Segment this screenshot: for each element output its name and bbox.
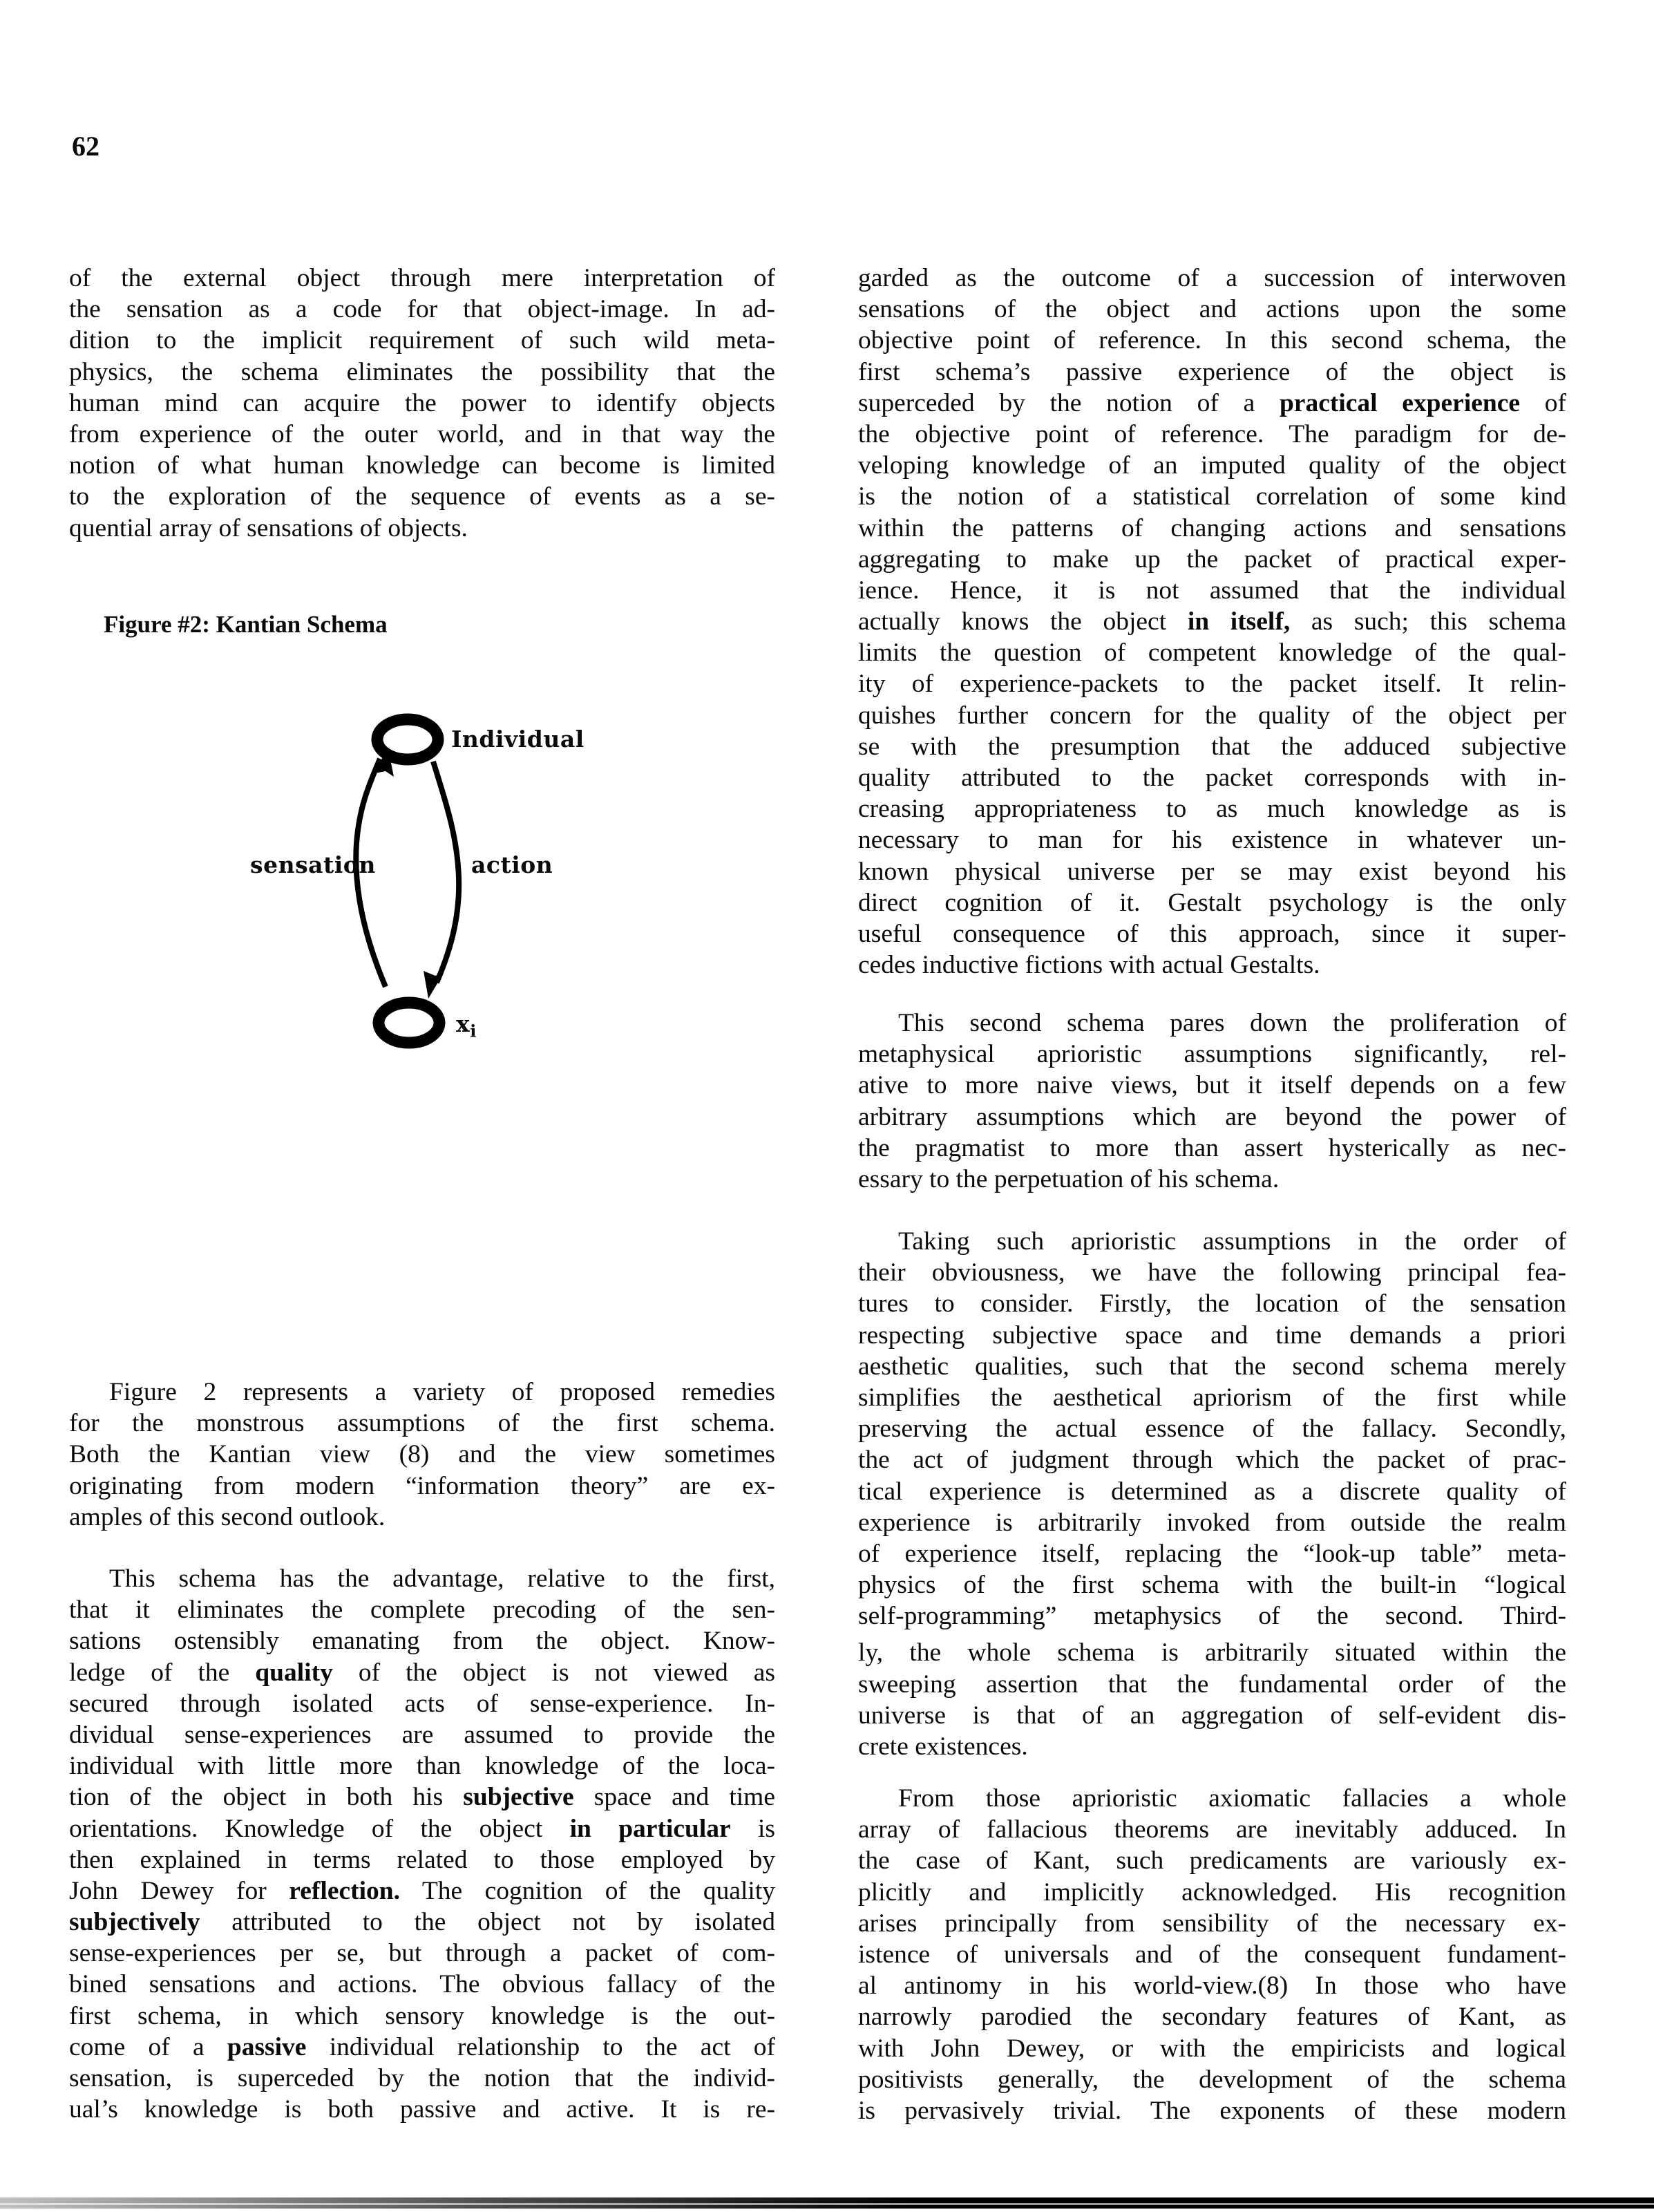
emphasis-in-particular: in particular — [569, 1814, 731, 1843]
text-run: tion of the object in both his — [69, 1783, 464, 1812]
text-line: then explained in terms related to those employed by — [69, 1845, 775, 1874]
text-line: sweeping assertion that the fundamental order of the — [858, 1670, 1566, 1699]
text-run: of — [1520, 388, 1566, 417]
left-paragraph-figure2 — [69, 1377, 775, 1533]
action-arrow-icon — [433, 762, 459, 983]
text-run: The cognition of the quality — [400, 1876, 775, 1905]
text-line: arbitrary assumptions which are beyond the power of — [858, 1102, 1566, 1131]
text-run: orientations. Knowledge of the object — [69, 1814, 570, 1843]
page-number: 62 — [72, 131, 99, 162]
text-line: necessary to man for his existence in whatever un- — [858, 826, 1566, 855]
text-line — [69, 1907, 775, 1938]
text-line: first schema, in which sensory knowledge is the out- — [69, 2001, 775, 2030]
sensation-label: sensation — [250, 851, 376, 878]
right-paragraph-second-schema — [858, 1008, 1566, 1195]
text-line: from experience of the outer world, and in that way the — [69, 419, 775, 448]
object-x: x — [456, 1010, 470, 1037]
text-line: that it eliminates the complete precoding of the sen- — [69, 1596, 775, 1625]
emphasis-passive: passive — [227, 2032, 307, 2061]
text-line: veloping knowledge of an imputed quality of the object — [858, 451, 1566, 480]
emphasis-practical-experience: practical experience — [1279, 388, 1521, 417]
text-line: metaphysical aprioristic assumptions significantly, rel- — [858, 1040, 1566, 1069]
text-line — [69, 1875, 775, 1907]
text-line: known physical universe per se may exist beyond his — [858, 857, 1566, 886]
text-line: sense-experiences per se, but through a packet of com- — [69, 1939, 775, 1968]
text-line: From those aprioristic axiomatic fallacies a whole — [898, 1784, 1566, 1813]
text-line: preserving the actual essence of the fallacy. Secondly, — [858, 1415, 1566, 1444]
text-line: respecting subjective space and time demands a priori — [858, 1321, 1566, 1350]
cycle-diagram-graphic — [235, 705, 649, 1258]
text-line: human mind can acquire the power to identify objects — [69, 388, 775, 417]
text-line: simplifies the aesthetical apriorism of the first while — [858, 1383, 1566, 1412]
text-line: sensation, is superceded by the notion that the individ- — [69, 2064, 775, 2092]
emphasis-reflection: reflection. — [289, 1876, 400, 1905]
text-line: the objective point of reference. The paradigm for de- — [858, 419, 1566, 448]
text-line: ual’s knowledge is both passive and active. It is re- — [69, 2095, 775, 2124]
text-line: physics, the schema eliminates the possibility that the — [69, 357, 775, 386]
text-line: useful consequence of this approach, since it super- — [858, 919, 1566, 948]
text-run: actually knows the object — [858, 607, 1188, 636]
scan-edge-artifact-highlight — [0, 2203, 1654, 2205]
kantian-schema-diagram — [235, 705, 649, 1258]
text-line: is the notion of a statistical correlation of some kind — [858, 482, 1566, 511]
text-line: the case of Kant, such predicaments are variously ex- — [858, 1846, 1566, 1875]
text-line: cedes inductive fictions with actual Gestalts. — [858, 951, 1320, 980]
text-line: dition to the implicit requirement of such wild meta- — [69, 326, 775, 355]
text-line: for the monstrous assumptions of the first schema. — [69, 1409, 775, 1438]
text-line: This second schema pares down the proliferation of — [898, 1009, 1566, 1037]
text-line: objective point of reference. In this second schema, the — [858, 326, 1566, 355]
individual-label: Individual — [451, 726, 584, 753]
text-line: the act of judgment through which the packet of prac- — [858, 1446, 1566, 1475]
text-line: first schema’s passive experience of the object is — [858, 357, 1566, 386]
text-run: individual relationship to the act of — [306, 2032, 775, 2061]
text-line: narrowly parodied the secondary features of Kant, as — [858, 2003, 1566, 2032]
text-line: essary to the perpetuation of his schema. — [858, 1164, 1280, 1193]
text-line: with John Dewey, or with the empiricists and logical — [858, 2034, 1566, 2063]
text-line: physics of the first schema with the built-in “logical — [858, 1571, 1566, 1600]
text-line: Taking such aprioristic assumptions in the order of — [898, 1227, 1566, 1256]
text-line: to the exploration of the sequence of events as a se- — [69, 482, 775, 511]
emphasis-quality: quality — [255, 1658, 333, 1687]
text-line: aesthetic qualities, such that the second schema merely — [858, 1352, 1566, 1381]
text-run: of the object is not viewed as — [332, 1658, 775, 1687]
text-line: the pragmatist to more than assert hysterically as nec- — [858, 1133, 1566, 1162]
object-xi-label — [456, 1010, 477, 1041]
right-paragraph-continued — [858, 263, 1566, 981]
text-line: within the patterns of changing actions and sensations — [858, 513, 1566, 542]
text-line — [858, 388, 1566, 419]
text-line — [69, 1781, 775, 1813]
text-run: come of a — [69, 2032, 227, 2061]
text-line: secured through isolated acts of sense-experience. In- — [69, 1689, 775, 1718]
text-line: crete existences. — [858, 1732, 1028, 1761]
text-line: ience. Hence, it is not assumed that the individual — [858, 576, 1566, 605]
text-line — [69, 1813, 775, 1844]
text-run: is — [730, 1814, 776, 1843]
text-line: ly, the whole schema is arbitrarily situated within the — [858, 1638, 1566, 1667]
text-line: their obviousness, we have the following principal fea- — [858, 1258, 1566, 1287]
text-line: garded as the outcome of a succession of interwoven — [858, 264, 1566, 292]
object-subscript: i — [470, 1021, 477, 1041]
text-line: universe is that of an aggregation of self-evident dis- — [858, 1701, 1566, 1730]
text-line: tical experience is determined as a discrete quality of — [858, 1477, 1566, 1506]
action-label: action — [471, 851, 553, 878]
text-line: individual with little more than knowledge of the loca- — [69, 1752, 775, 1781]
text-line — [69, 1657, 775, 1688]
text-line: tures to consider. Firstly, the location of the sensation — [858, 1289, 1566, 1318]
text-line: aggregating to make up the packet of practical exper- — [858, 545, 1566, 574]
text-line: ity of experience-packets to the packet itself. It relin- — [858, 670, 1566, 699]
text-line: array of fallacious theorems are inevitably adduced. In — [858, 1815, 1566, 1844]
text-line: quishes further concern for the quality of the object per — [858, 701, 1566, 730]
text-line: notion of what human knowledge can become is limited — [69, 451, 775, 480]
text-line — [858, 606, 1566, 637]
text-line: direct cognition of it. Gestalt psychology is the only — [858, 888, 1566, 917]
text-line: creasing appropriateness to as much knowledge as is — [858, 795, 1566, 824]
emphasis-subjectively: subjectively — [69, 1908, 200, 1937]
text-line: limits the question of competent knowledge of the qual- — [858, 639, 1566, 668]
text-line: is pervasively trivial. The exponents of these modern — [858, 2096, 1566, 2125]
text-line: bined sensations and actions. The obvious fallacy of the — [69, 1970, 775, 1999]
text-run: space and time — [573, 1783, 775, 1812]
text-line: dividual sense-experiences are assumed to provide the — [69, 1720, 775, 1749]
text-line: of experience itself, replacing the “look-up table” meta- — [858, 1539, 1566, 1568]
text-line: This schema has the advantage, relative to the first, — [109, 1565, 775, 1593]
text-line: sensations of the object and actions upon the some — [858, 295, 1566, 324]
text-line: positivists generally, the development of the schema — [858, 2065, 1566, 2094]
text-line: ative to more naive views, but it itself depends on a few — [858, 1071, 1566, 1100]
text-run: superceded by the notion of a — [858, 388, 1280, 417]
text-line: originating from modern “information theory” are ex- — [69, 1471, 775, 1500]
left-paragraph-advantage — [69, 1563, 775, 2125]
text-line: the sensation as a code for that object-image. In ad- — [69, 295, 775, 324]
right-paragraph-fallacies — [858, 1783, 1566, 2126]
text-line: experience is arbitrarily invoked from outside the realm — [858, 1508, 1566, 1537]
text-line: istence of universals and of the consequent fundament- — [858, 1940, 1566, 1969]
text-line: quential array of sensations of objects. — [69, 513, 468, 542]
text-line — [69, 2032, 775, 2063]
figure-caption: Figure #2: Kantian Schema — [104, 611, 388, 638]
text-run: John Dewey for — [69, 1876, 289, 1905]
text-run: ledge of the — [69, 1658, 256, 1687]
text-line: amples of this second outlook. — [69, 1502, 386, 1531]
emphasis-in-itself: in itself, — [1187, 607, 1291, 636]
text-line: Both the Kantian view (8) and the view sometimes — [69, 1440, 775, 1469]
object-node-icon — [379, 1003, 439, 1043]
right-paragraph-aprioristic — [858, 1226, 1566, 1762]
text-run: attributed to the object not by isolated — [200, 1908, 775, 1937]
left-intro-paragraph — [69, 263, 775, 544]
text-line: se with the presumption that the adduced subjective — [858, 732, 1566, 761]
text-run: as such; this schema — [1290, 607, 1566, 636]
text-line: of the external object through mere interpretation of — [69, 264, 775, 292]
text-line: sations ostensibly emanating from the object. Know- — [69, 1627, 775, 1656]
text-line: Figure 2 represents a variety of proposed remedies — [109, 1378, 775, 1406]
text-line: self-programming” metaphysics of the second. Third- — [858, 1602, 1566, 1631]
text-line: plicitly and implicitly acknowledged. His recognition — [858, 1878, 1566, 1907]
text-line: arises principally from sensibility of the necessary ex- — [858, 1909, 1566, 1938]
text-line: quality attributed to the packet corresponds with in- — [858, 764, 1566, 792]
emphasis-subjective: subjective — [463, 1783, 574, 1812]
text-line: al antinomy in his world-view.(8) In those who have — [858, 1972, 1566, 2001]
